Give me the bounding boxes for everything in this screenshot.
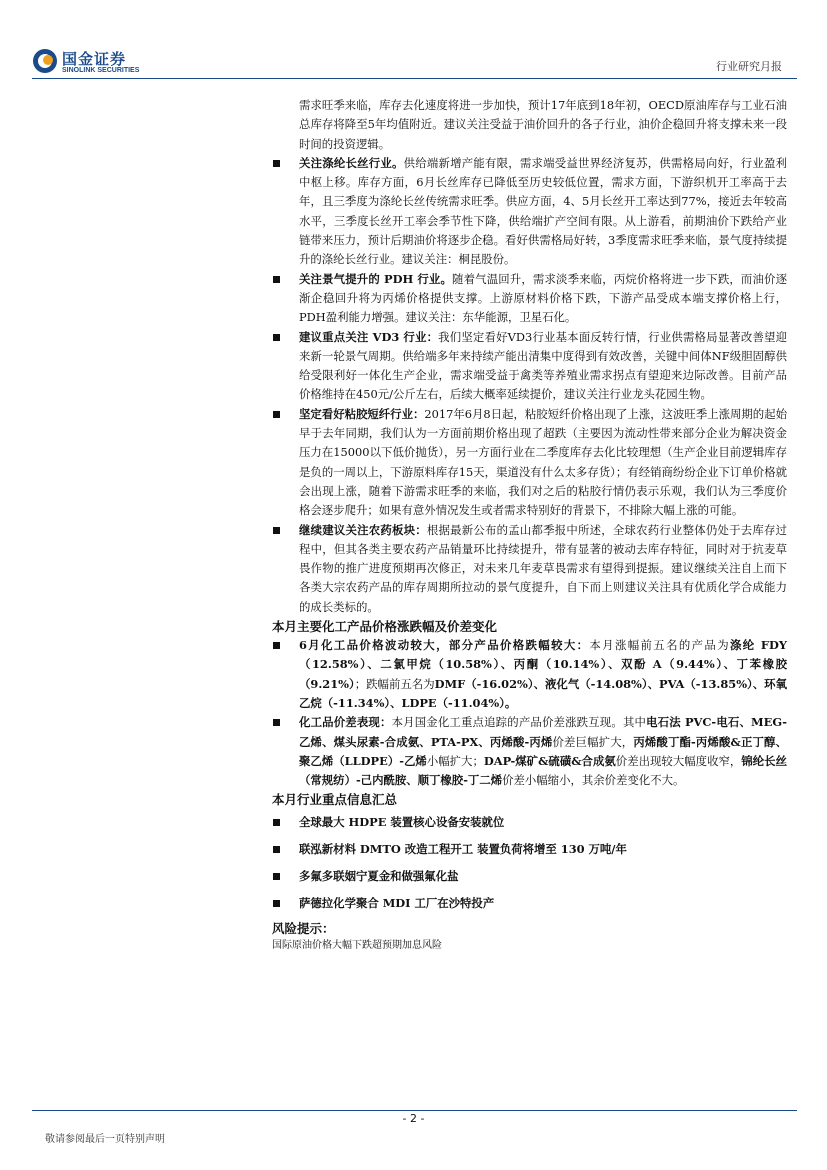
bullet-text: 本月涨幅前五名的产品为 <box>589 638 730 653</box>
bullet-body: 2017年6月8日起，粘胶短纤价格出现了上涨，这波旺季上涨周期的起始早于去年同期，我们认为一方面前期价格出现了超跌（主要因为流动性带来部分企业为解决资金压力在15000以下低价抛货），另一方面行业在二季度库存去化比较理想（生产企业目前逻辑库存是负的一周以上，下游原料库存15天，渠道没有什么太多存货）；有经销商纷纷企业下订单价格就会出现上涨，随着下游需求旺季的来临，我们对之后的粘胶行情仍表示乐观，我们认为三季度价格会逐步爬升；如果有意外情况发生或者需求特别好的背景下，不排除大幅上涨的可能。 <box>299 406 787 518</box>
news-text: 联泓新材料 DMTO 改造工程开工 装置负荷将增至 130 万吨/年 <box>299 842 627 857</box>
footer-divider <box>32 1110 797 1111</box>
bullet-square-icon <box>272 636 282 655</box>
section-title-news: 本月行业重点信息汇总 <box>272 792 398 808</box>
losers-list: DMF（-16.02%）、液化气（-14.08%）、PVA（-13.85%）、环氧乙烷（-11.34%）、LDPE（-11.04%）。 <box>299 676 787 710</box>
bullet-title: 建议重点关注 VD3 行业： <box>299 329 439 344</box>
news-item <box>272 867 787 886</box>
bullet-body: 随着气温回升，需求淡季来临，丙烷价格将进一步下跌，而油价逐渐企稳回升将为丙烯价格提供支撑。上游原材料价格下跌，下游产品受成本端支撑价格上行，PDH盈利能力增强。建议关注：东华能源，卫星石化。 <box>299 271 787 325</box>
bullet-square-icon <box>272 713 282 732</box>
bullet-title: 关注涤纶长丝行业。 <box>299 155 404 170</box>
bullet-price-change <box>272 636 787 713</box>
report-type: 行业研究月报 <box>716 60 782 73</box>
bullet-text: 价差出现较大幅度收窄， <box>615 753 742 768</box>
bullet-text: 小幅扩大； <box>426 753 484 768</box>
page-header <box>0 0 827 80</box>
bullet-text: 本月国金化工重点追踪的产品价差涨跌互现。其中 <box>391 715 647 730</box>
intro-paragraph: 需求旺季来临，库存去化速度将进一步加快，预计17年底到18年初，OECD原油库存与工业石油总库存将降至5年均值附近。建议关注受益于油价回升的各子行业，油价企稳回升将支撑未来一段时间的投资逻辑。 <box>299 98 787 151</box>
bullet-pesticide <box>272 521 787 617</box>
spread-small-widen: 丙烯酸丁酯-丙烯酸&正丁醇、聚乙烯（LLDPE）-乙烯 <box>299 734 787 768</box>
bullet-square-icon <box>272 840 282 859</box>
bullet-square-icon <box>272 328 282 347</box>
section-title-price: 本月主要化工产品价格涨跌幅及价差变化 <box>272 619 498 635</box>
bullet-body: 我们坚定看好VD3行业基本面反转行情，行业供需格局显著改善望迎来新一轮景气周期。供给端多年来持续产能出清集中度得到有效改善，关键中间体NF级胆固醇供给受限利好一体化生产企业，需求端受益于禽类等养殖业需求拐点有望迎来边际改善。目前产品价格维持在450元/公斤左右，后续大概率延续提价，建议关注行业龙头花园生物。 <box>299 329 788 402</box>
risk-title: 风险提示： <box>272 921 335 937</box>
spread-large-widen: 电石法 PVC-电石、MEG-乙烯、煤头尿素-合成氨、PTA-PX、丙烯酸-丙烯 <box>299 715 787 749</box>
logo-text-en: SINOLINK SECURITIES <box>62 67 140 74</box>
bullet-body: 供给端新增产能有限，需求端受益世界经济复苏，供需格局向好，行业盈利中枢上移。库存方面，6月长丝库存已降低至历史较低位置，需求方面，下游织机开工率高于去年，且三季度为涤纶长丝传统需求旺季。供应方面，4、5月长丝开工率达到77%，接近去年较高水平，三季度长丝开工率会季节性下降，供给端扩产空间有限。从上游看，前期油价下跌给产业链带来压力，预计后期油价将逐步企稳。看好供需格局好转，3季度需求旺季来临，景气度持续提升的涤纶长丝行业。建议关注：桐昆股份。 <box>299 155 787 267</box>
main-content <box>272 96 787 954</box>
news-text: 多氟多联姻宁夏金和做强氟化盐 <box>299 869 459 884</box>
bullet-text: 价差巨幅扩大， <box>552 734 634 749</box>
spread-large-narrow: DAP-煤矿&硫磺&合成氨 <box>483 753 616 768</box>
news-item <box>272 813 787 832</box>
bullet-square-icon <box>272 154 282 173</box>
logo-mark-icon <box>32 48 58 74</box>
bullet-title: 继续建议关注农药板块： <box>299 522 427 537</box>
news-text: 萨德拉化学聚合 MDI 工厂在沙特投产 <box>299 896 495 911</box>
bullet-title: 化工品价差表现： <box>299 715 392 730</box>
bullet-square-icon <box>272 813 282 832</box>
page-number: - 2 - <box>402 1112 425 1125</box>
bullet-title: 6月化工品价格波动较大，部分产品价格跌幅较大： <box>299 638 590 653</box>
company-logo <box>32 48 162 78</box>
bullet-pdh <box>272 270 787 328</box>
bullet-square-icon <box>272 405 282 424</box>
bullet-body: 根据最新公布的孟山都季报中所述，全球农药行业整体仍处于去库存过程中，但其各类主要农药产品销量环比持续提升，带有显著的被动去库存特征，同时对于抗麦草畏作物的推广进度预期再次修正，对未来几年麦草畏需求有望得到提振。建议继续关注自上而下各类大宗农药产品的库存周期所拉动的景气度提升，自下而上则建议关注具有优质化学合成能力的成长类标的。 <box>299 522 787 614</box>
news-item <box>272 894 787 913</box>
news-item <box>272 840 787 859</box>
bullet-polyester <box>272 154 787 270</box>
bullet-spread <box>272 713 787 790</box>
logo-text-cn: 国金证券 <box>62 50 127 68</box>
news-text: 全球最大 HDPE 装置核心设备安装就位 <box>299 815 505 830</box>
bullet-square-icon <box>272 521 282 540</box>
bullet-title: 关注景气提升的 PDH 行业。 <box>299 271 453 286</box>
bullet-title: 坚定看好粘胶短纤行业： <box>299 406 425 421</box>
bullet-text: ；跌幅前五名为 <box>354 676 435 691</box>
spread-small-narrow: 锦纶长丝（常规纺）-己内酰胺、顺丁橡胶-丁二烯 <box>299 753 787 788</box>
header-divider <box>32 78 797 79</box>
bullet-square-icon <box>272 867 282 886</box>
disclaimer-note: 敬请参阅最后一页特别声明 <box>45 1134 165 1145</box>
bullet-vd3 <box>272 328 787 405</box>
bullet-text: 价差小幅缩小，其余价差变化不大。 <box>502 773 685 788</box>
bullet-square-icon <box>272 894 282 913</box>
risk-text: 国际原油价格大幅下跌超预期加息风险 <box>272 940 442 952</box>
gainers-list: 涤纶 FDY（12.58%）、二氯甲烷（10.58%）、丙酮（10.14%）、双酚 A（9.44%）、丁苯橡胶（9.21%） <box>299 638 787 691</box>
bullet-viscose <box>272 405 787 521</box>
bullet-square-icon <box>272 270 282 289</box>
